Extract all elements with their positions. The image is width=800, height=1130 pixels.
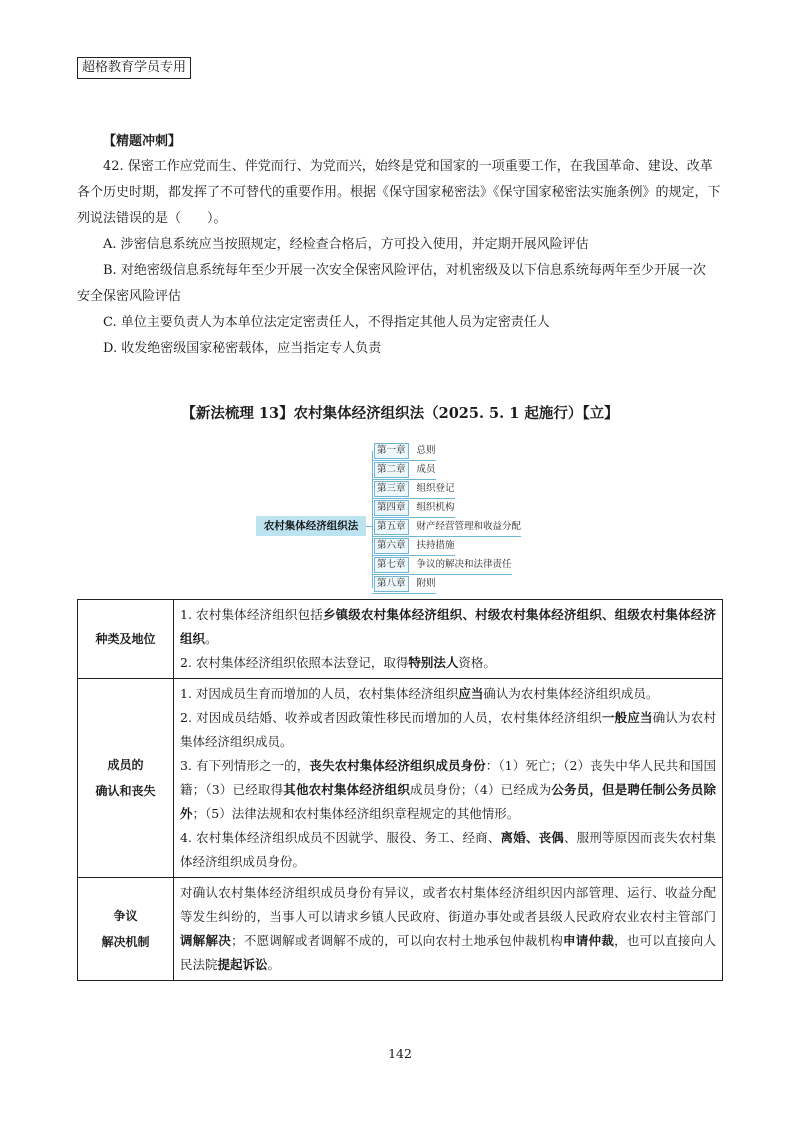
paragraph xyxy=(180,826,716,874)
chapter-name: 财产经营管理和收益分配 xyxy=(416,521,522,532)
text: ：（1）死亡；（2）丧失中华人民共和国国籍；（3）已经取得 xyxy=(180,758,716,797)
law-summary-table xyxy=(77,599,723,981)
mindmap-branch xyxy=(372,575,436,594)
option-b-continued: 安全保密风险评估 xyxy=(77,289,182,304)
chapter-name: 争议的解决和法律责任 xyxy=(416,559,512,570)
mindmap-branch xyxy=(372,442,436,461)
option-c: C. 单位主要负责人为本单位法定定密责任人，不得指定其他人员为定密责任人 xyxy=(103,315,550,330)
text: 成员身份；（4）已经成为 xyxy=(410,782,552,797)
text: 。 xyxy=(267,957,281,972)
option-d: D. 收发绝密级国家秘密载体，应当指定专人负责 xyxy=(103,341,382,356)
row-label-line: 成员的 xyxy=(107,758,144,772)
paragraph xyxy=(180,651,716,675)
text: 1. 对因成员生育而增加的人员，农村集体经济组织 xyxy=(180,686,459,701)
question-block xyxy=(77,154,723,362)
text: 确认为农村集体经济组织成员。 xyxy=(180,710,716,749)
text: 1. 农村集体经济组织包括 xyxy=(180,607,323,622)
bold-text: 一般应当 xyxy=(602,710,653,725)
option-b: B. 对绝密级信息系统每年至少开展一次安全保密风险评估，对机密级及以下信息系统每两年至少开展一次 xyxy=(103,263,706,278)
text: 2. 对因成员结婚、收养或者因政策性移民而增加的人员，农村集体经济组织 xyxy=(180,710,602,725)
chapter-name: 组织登记 xyxy=(416,483,455,494)
chapter-name: 附则 xyxy=(416,578,436,589)
bold-text: 提起诉讼 xyxy=(217,957,268,972)
bold-text: 申请仲裁 xyxy=(563,933,615,948)
mindmap-branch xyxy=(372,499,455,518)
row-label-line: 争议 xyxy=(113,909,138,923)
paragraph xyxy=(180,603,716,651)
bold-text: 特别法人 xyxy=(408,655,459,670)
bold-text: 公务员，但是聘任制公务员除外 xyxy=(180,782,716,821)
header-tag: 超格教育学员专用 xyxy=(77,57,191,79)
bold-text: 应当 xyxy=(458,686,484,701)
text: 2. 农村集体经济组织依照本法登记，取得 xyxy=(180,655,409,670)
chapter-name: 扶持措施 xyxy=(416,540,455,551)
mindmap-branch xyxy=(372,537,455,556)
chapter-number: 第五章 xyxy=(374,519,409,535)
text: ；（5）法律法规和农村集体经济组织章程规定的其他情形。 xyxy=(192,806,520,821)
row-label xyxy=(78,878,174,981)
paragraph xyxy=(180,682,716,706)
chapter-number: 第一章 xyxy=(374,443,409,459)
mindmap-branch xyxy=(372,461,436,480)
bold-text: 其他农村集体经济组织 xyxy=(283,782,411,797)
chapter-number: 第二章 xyxy=(374,462,409,478)
row-content xyxy=(174,679,723,878)
text: 3. 有下列情形之一的， xyxy=(180,758,310,773)
section-title: 【精题冲刺】 xyxy=(103,134,182,149)
chapter-number: 第八章 xyxy=(374,576,409,592)
chapter-mindmap xyxy=(256,442,546,594)
chapter-name: 组织机构 xyxy=(416,502,455,513)
text: 。 xyxy=(205,631,218,646)
page-number: 142 xyxy=(388,1046,412,1061)
paragraph xyxy=(180,881,716,977)
text: 对确认农村集体经济组织成员身份有异议，或者农村集体经济组织因内部管理、运行、收益分配等发生纠纷的，当事人可以请求乡镇人民政府、街道办事处或者县级人民政府农业农村主管部门 xyxy=(180,885,716,924)
text: 确认为农村集体经济组织成员。 xyxy=(483,686,659,701)
row-label xyxy=(78,679,174,878)
law-title: 【新法梳理 13】农村集体经济组织法（2025. 5. 1 起施行）【立】 xyxy=(181,405,619,422)
chapter-number: 第七章 xyxy=(374,557,409,573)
text: 4. 农村集体经济组织成员不因就学、服役、务工、经商、 xyxy=(180,830,501,845)
table-row xyxy=(78,600,723,679)
paragraph xyxy=(180,706,716,754)
chapter-name: 成员 xyxy=(416,464,436,475)
text: 、服刑等原因而丧失农村集体经济组织成员身份。 xyxy=(180,830,716,869)
text: ，也可以直接向人民法院 xyxy=(180,933,716,972)
mindmap-branch xyxy=(372,480,455,499)
paragraph xyxy=(180,754,716,826)
row-label-text: 种类及地位 xyxy=(95,632,156,646)
option-a: A. 涉密信息系统应当按照规定，经检查合格后，方可投入使用，并定期开展风险评估 xyxy=(103,237,589,252)
text: 资格。 xyxy=(458,655,496,670)
bold-text: 离婚、丧偶 xyxy=(500,830,564,845)
table-row xyxy=(78,878,723,981)
bold-text: 乡镇级农村集体经济组织、村级农村集体经济组织、组级农村集体经济组织 xyxy=(180,607,716,646)
text: ；不愿调解或者调解不成的，可以向农村土地承包仲裁机构 xyxy=(231,933,564,948)
chapter-number: 第四章 xyxy=(374,500,409,516)
row-label-line: 解决机制 xyxy=(101,935,150,949)
bold-text: 调解解决 xyxy=(180,933,232,948)
bold-text: 丧失农村集体经济组织成员身份 xyxy=(309,758,486,773)
mindmap-branch xyxy=(372,518,521,537)
row-label-line: 确认和丧失 xyxy=(95,784,156,798)
chapter-number: 第六章 xyxy=(374,538,409,554)
mindmap-root: 农村集体经济组织法 xyxy=(256,516,366,536)
row-content xyxy=(174,600,723,679)
chapter-name: 总则 xyxy=(416,445,436,456)
mindmap-branch xyxy=(372,556,512,575)
question-stem: 42. 保密工作应党而生、伴党而行、为党而兴，始终是党和国家的一项重要工作，在我国革命、建设、改革各个历史时期，都发挥了不可替代的重要作用。根据《保守国家秘密法》《保守国家秘密法实施条例》的规定，下列说法错误的是（ ）。 xyxy=(77,159,721,226)
chapter-number: 第三章 xyxy=(374,481,409,497)
row-label xyxy=(78,600,174,679)
table-row xyxy=(78,679,723,878)
row-content xyxy=(174,878,723,981)
